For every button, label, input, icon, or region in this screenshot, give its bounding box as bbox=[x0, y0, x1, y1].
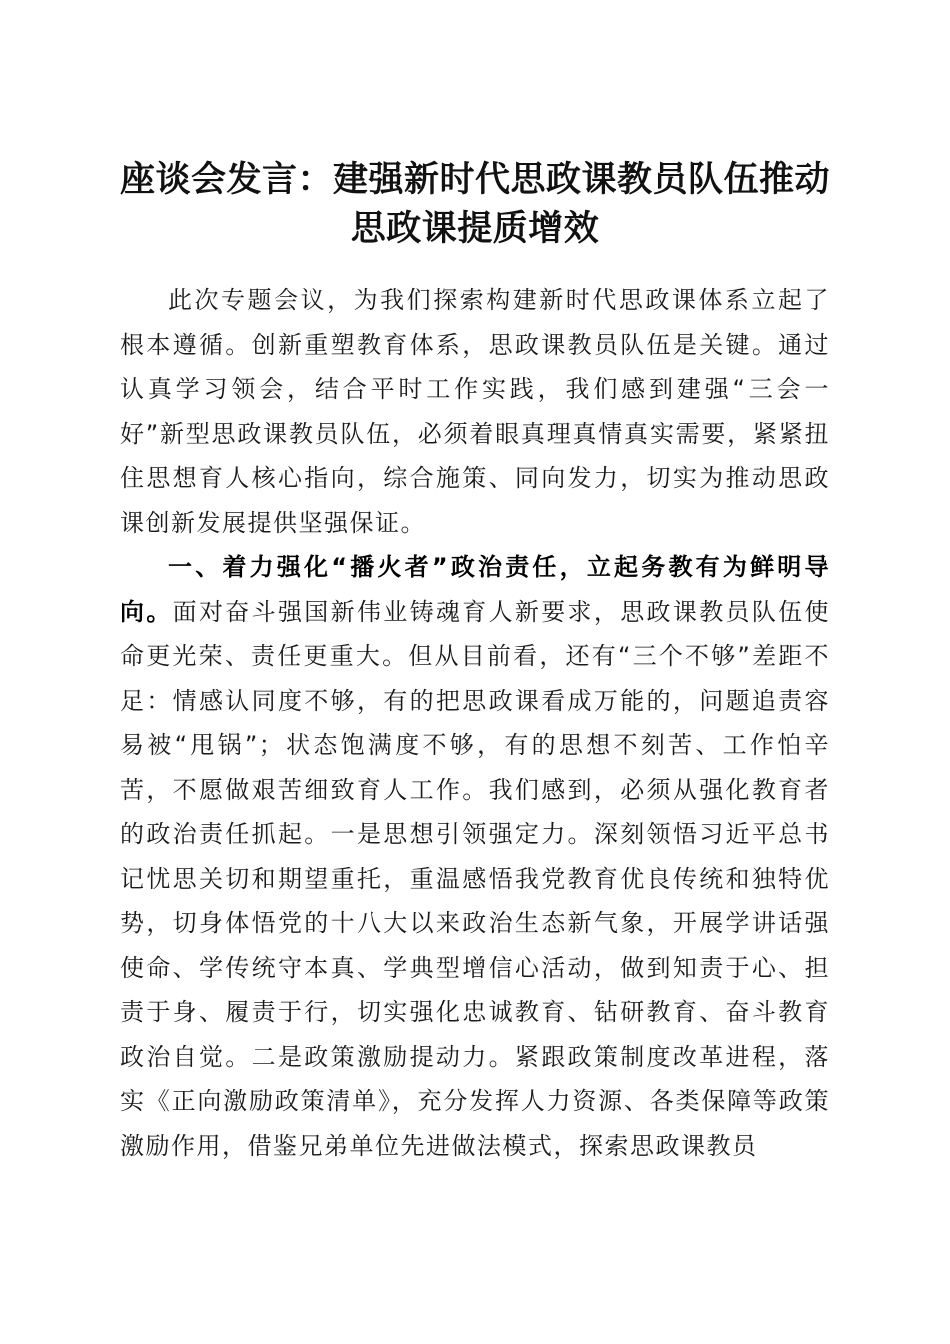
document-title bbox=[110, 155, 840, 253]
title-line-2: 思政课提质增效 bbox=[350, 208, 600, 250]
intro-paragraph: 此次专题会议，为我们探索构建新时代思政课体系立起了根本遵循。创新重塑教育体系，思政课教员队伍是关键。通过认真学习领会，结合平时工作实践，我们感到建强“三会一好”新型思政课教员队伍，必须着眼真理真情真实需要，紧紧扭住思想育人核心指向，综合施策、同向发力，切实为推动思政课创新发展提供坚强保证。 bbox=[120, 286, 830, 537]
title-line-1: 座谈会发言：建强新时代思政课教员队伍推动 bbox=[119, 159, 830, 201]
section-1-heading: 一、着力强化“播火者”政治责任，立起务教有为鲜明导向。 bbox=[120, 553, 830, 626]
section-1-paragraph bbox=[120, 545, 830, 1168]
document-body bbox=[120, 278, 830, 1168]
section-1-body: 面对奋斗强国新伟业铸魂育人新要求，思政课教员队伍使命更光荣、责任更重大。但从目前看，还有“三个不够”差距不足：情感认同度不够，有的把思政课看成万能的，问题追责容易被“甩锅”；状态饱满度不够，有的思想不刻苦、工作怕辛苦，不愿做艰苦细致育人工作。我们感到，必须从强化教育者的政治责任抓起。一是思想引领强定力。深刻领悟习近平总书记忧思关切和期望重托，重温感悟我党教育优良传统和独特优势，切身体悟党的十八大以来政治生态新气象，开展学讲话强使命、学传统守本真、学典型增信心活动，做到知责于心、担责于身、履责于行，切实强化忠诚教育、钻研教育、奋斗教育政治自觉。二是政策激励提动力。紧跟政策制度改革进程，落实《正向激励政策清单》，充分发挥人力资源、各类保障等政策激励作用，借鉴兄弟单位先进做法模式，探索思政课教员 bbox=[120, 597, 831, 1160]
